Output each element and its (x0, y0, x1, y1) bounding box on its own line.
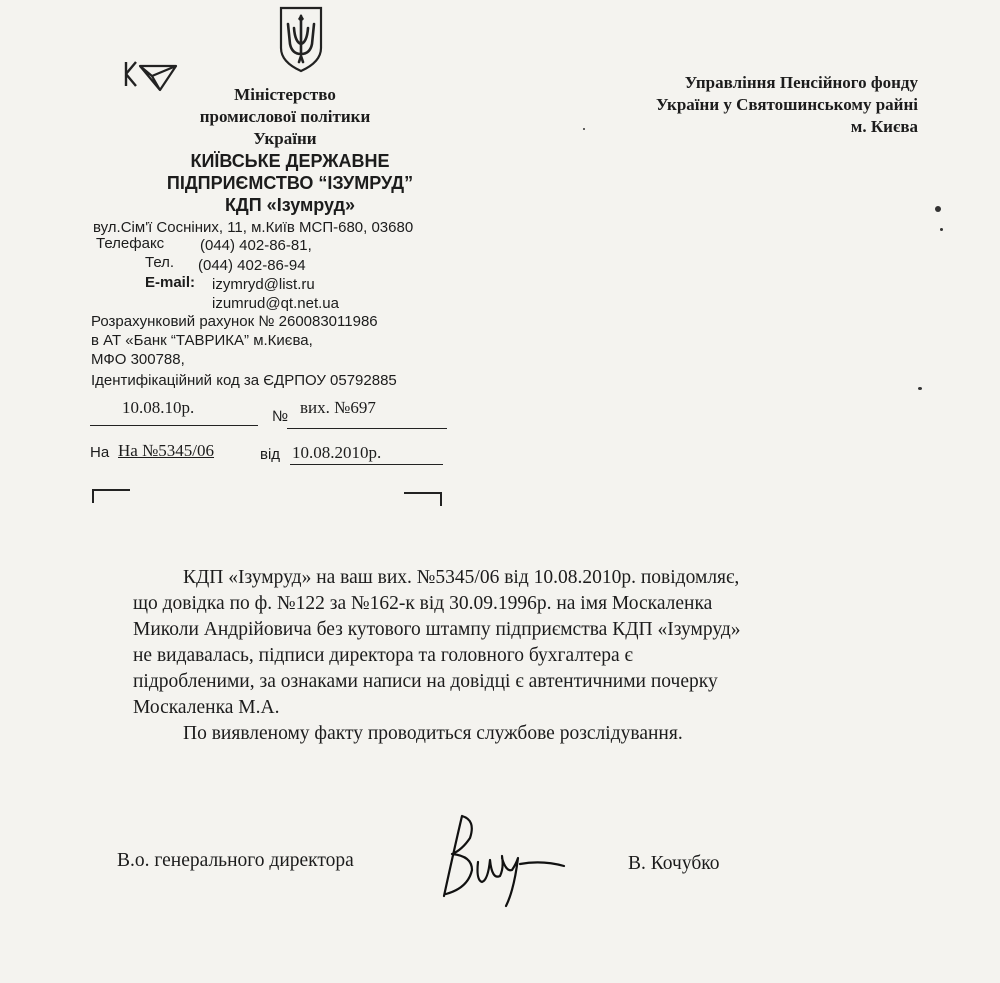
addressee-line-2: України у Святошинському райні (655, 95, 918, 114)
reference-from-label: від (260, 446, 281, 463)
handwritten-signature (432, 810, 572, 910)
signatory-position: В.о. генерального директора (117, 850, 354, 871)
email-2: izumrud@qt.net.ua (212, 295, 339, 312)
company-line-3: КДП «Ізумруд» (224, 195, 356, 215)
edrpou-code: Ідентифікаційний код за ЄДРПОУ 05792885 (91, 372, 397, 389)
addressee-block (656, 72, 918, 138)
outgoing-number: вих. №697 (300, 398, 376, 417)
tel-label: Тел. (145, 254, 175, 271)
scan-speck (918, 387, 922, 390)
ministry-line-2: промислової політики (199, 107, 371, 126)
scan-speck (935, 206, 941, 212)
company-line-2: ПІДПРИЄМСТВО “ІЗУМРУД” (166, 173, 414, 193)
ministry-line-3: України (253, 129, 317, 148)
trident-emblem-icon (275, 4, 327, 74)
date-underline (90, 425, 258, 426)
addressee-line-3: м. Києва (850, 117, 918, 136)
body-paragraph-1: КДП «Ізумруд» на ваш вих. №5345/06 від 10.08.2010р. повідомляє, що довідка по ф. №122 за №162-к від 30.09.1996р. на імя Москаленка Миколи Андрійовича без кутового штампу підприємства КДП «Ізумруд» не видавалась, підписи директора та головного бухгалтера є підробленими, за ознаками написи на довідці є автентичними почерку Москаленка М.А. (133, 567, 741, 718)
signatory-name: В. Кочубко (628, 853, 720, 874)
reference-prefix: На (90, 444, 110, 461)
telefax-label: Телефакс (96, 235, 165, 252)
corner-mark-left (92, 489, 130, 503)
email-1: izymryd@list.ru (212, 276, 315, 293)
company-address: вул.Сім'ї Сосніних, 11, м.Київ МСП-680, 03680 (93, 219, 414, 236)
body-paragraph-2: По виявленому факту проводиться службове розслідування. (183, 723, 683, 744)
reference-number: На №5345/06 (118, 441, 215, 460)
company-line-1: КИЇВСЬКЕ ДЕРЖАВНЕ (190, 151, 390, 171)
company-logo-icon (122, 56, 182, 96)
bank-mfo: МФО 300788, (91, 351, 185, 368)
company-name (140, 150, 440, 216)
number-underline (287, 428, 447, 429)
bank-account: Розрахунковий рахунок № 260083011986 (91, 313, 378, 330)
reference-date-underline (290, 464, 443, 465)
tel-number: (044) 402-86-94 (198, 257, 306, 274)
reference-date: 10.08.2010р. (292, 443, 382, 462)
ministry-name (190, 84, 380, 150)
outgoing-date: 10.08.10р. (122, 398, 195, 417)
telefax-number: (044) 402-86-81, (200, 237, 312, 254)
letter-body (133, 565, 758, 747)
email-label: E-mail: (145, 274, 196, 291)
number-label: № (272, 408, 289, 425)
ministry-line-1: Міністерство (234, 85, 336, 104)
corner-mark-right (404, 492, 442, 506)
addressee-line-1: Управління Пенсійного фонду (684, 73, 918, 92)
scan-speck (583, 128, 585, 130)
scan-speck (940, 228, 943, 231)
bank-name: в АТ «Банк “ТАВРИКА” м.Києва, (91, 332, 313, 349)
